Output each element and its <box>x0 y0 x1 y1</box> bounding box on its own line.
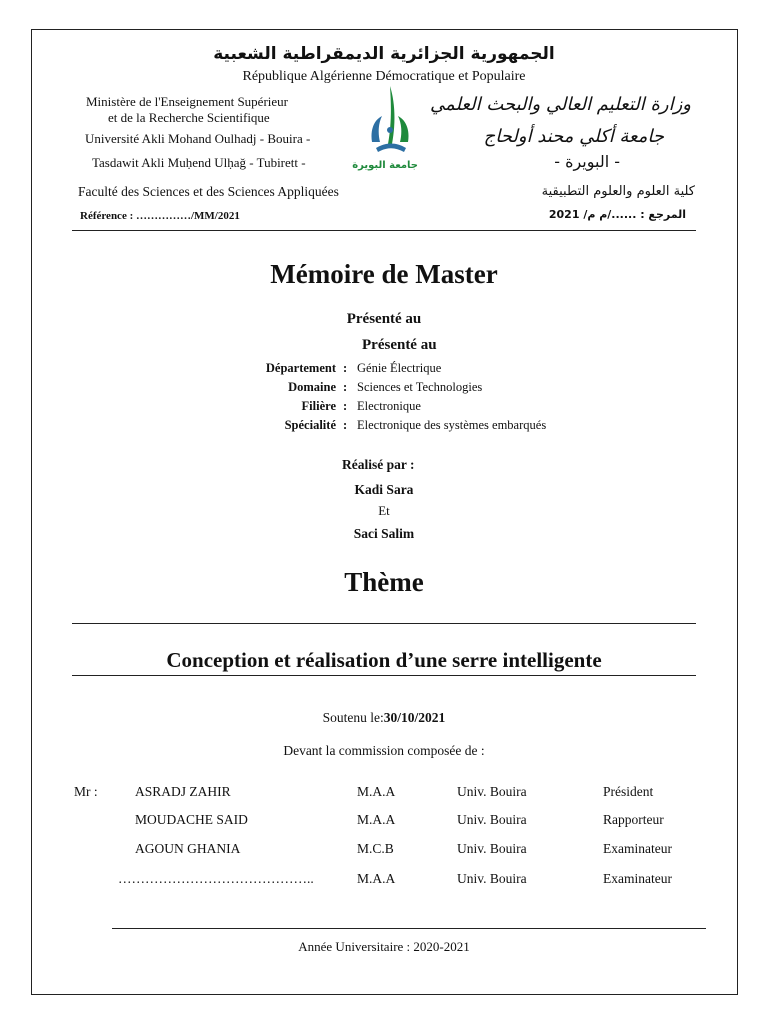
defended-label: Soutenu le: <box>322 710 384 725</box>
logo-caption: جامعة البويرة <box>352 160 418 171</box>
page-title: Mémoire de Master <box>270 259 498 289</box>
jury-row <box>0 841 768 861</box>
and-label: Et <box>378 503 390 518</box>
jury-role: Président <box>603 784 654 799</box>
jury-grade: M.C.B <box>357 841 394 856</box>
jury-univ: Univ. Bouira <box>457 784 527 799</box>
author-2: Saci Salim <box>353 526 415 541</box>
jury-univ: Univ. Bouira <box>457 812 527 827</box>
faculty-french: Faculté des Sciences et des Sciences Appliquées <box>78 184 339 199</box>
defense-date-line <box>0 710 768 726</box>
academic-year: Année Universitaire : 2020-2021 <box>298 939 470 954</box>
arabic-city: - البويرة - <box>554 152 620 171</box>
theme-title: Conception et réalisation d’une serre intelligente <box>166 648 602 672</box>
realised-by-label: Réalisé par : <box>342 457 415 472</box>
jury-univ: Univ. Bouira <box>457 841 527 856</box>
info-separator: : <box>343 418 348 432</box>
defended-date: 30/10/2021 <box>383 710 446 725</box>
jury-row <box>0 871 768 891</box>
info-label: Spécialité <box>284 418 336 432</box>
theme-heading: Thème <box>344 567 424 597</box>
jury-grade: M.A.A <box>357 784 396 799</box>
footer-rule <box>112 928 706 929</box>
jury-row <box>0 784 768 804</box>
info-separator: : <box>343 380 348 394</box>
info-value: Electronique des systèmes embarqués <box>357 418 547 432</box>
theme-bottom-rule <box>72 675 696 676</box>
ministry-line-2: et de la Recherche Scientifique <box>108 110 270 125</box>
info-separator: : <box>343 399 348 413</box>
jury-grade: M.A.A <box>357 871 396 886</box>
arabic-university: جامعة أكلي محند أولحاج <box>483 126 664 147</box>
reference-arabic: المرجع : ....../م م/ 2021 <box>548 208 686 221</box>
jury-name: MOUDACHE SAID <box>135 812 248 827</box>
info-row-speciality <box>0 418 768 437</box>
reference-french: Référence : ……………/MM/2021 <box>80 210 240 222</box>
info-value: Génie Électrique <box>357 361 442 375</box>
info-label: Filière <box>301 399 336 413</box>
jury-name: ASRADJ ZAHIR <box>135 784 231 799</box>
jury-role: Rapporteur <box>603 812 664 827</box>
info-label: Département <box>265 361 336 375</box>
jury-row <box>0 812 768 832</box>
author-1: Kadi Sara <box>354 482 414 497</box>
university-line-2: Tasdawit Akli Muḥend Ulḥaǧ - Tubirett - <box>92 155 306 170</box>
jury-univ: Univ. Bouira <box>457 871 527 886</box>
jury-prefix: Mr : <box>74 784 98 799</box>
arabic-ministry: وزارة التعليم العالي والبحث العلمي <box>430 94 691 115</box>
faculty-arabic: كلية العلوم والعلوم التطبيقية <box>541 184 695 199</box>
theme-top-rule <box>72 623 696 624</box>
presented-label-1: Présenté au <box>346 311 422 327</box>
jury-name: …………………………………….. <box>118 871 314 886</box>
french-republic-title: République Algérienne Démocratique et Populaire <box>242 69 526 84</box>
info-row-filiere <box>0 399 768 418</box>
info-row-domain <box>0 380 768 399</box>
info-row-department <box>0 361 768 380</box>
info-value: Sciences et Technologies <box>357 380 483 394</box>
presented-label-2: Présenté au <box>362 337 437 353</box>
jury-role: Examinateur <box>603 841 672 856</box>
info-separator: : <box>343 361 348 375</box>
university-line-1: Université Akli Mohand Oulhadj - Bouira - <box>85 131 311 146</box>
jury-role: Examinateur <box>603 871 672 886</box>
header-divider <box>72 230 696 231</box>
arabic-republic-title: الجمهورية الجزائرية الديمقراطية الشعبية <box>213 44 555 64</box>
jury-grade: M.A.A <box>357 812 396 827</box>
info-value: Electronique <box>357 399 421 413</box>
jury-name: AGOUN GHANIA <box>135 841 241 856</box>
ministry-line-1: Ministère de l'Enseignement Supérieur <box>86 94 288 109</box>
info-label: Domaine <box>288 380 336 394</box>
committee-label: Devant la commission composée de : <box>283 743 485 758</box>
